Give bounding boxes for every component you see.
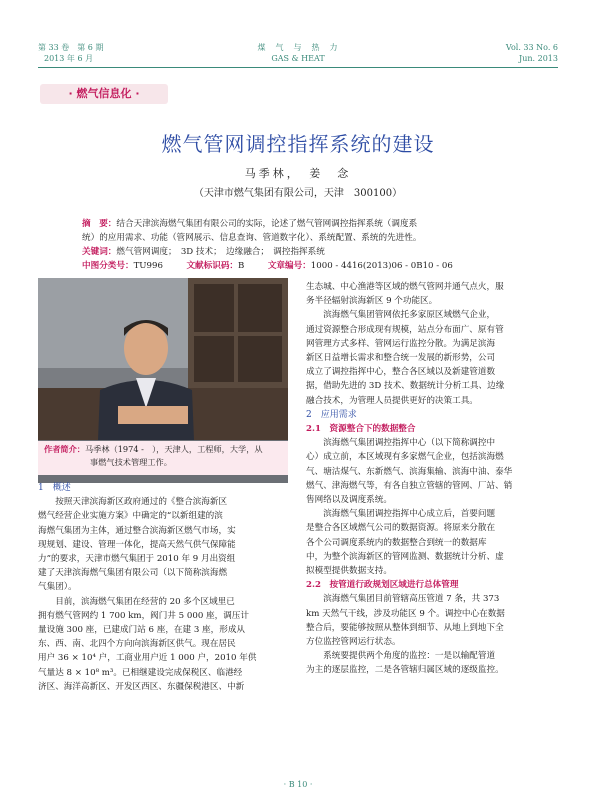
header-rule: [38, 67, 558, 68]
doc-code-value: B: [238, 261, 245, 271]
right-text-line: 中，为整个滨海新区的管网监测、数据统计分析、虚: [306, 551, 504, 562]
keywords-block: [82, 245, 552, 259]
caption-label: 作者简介：: [44, 444, 85, 454]
journal-volume-en: [506, 42, 558, 64]
heading-requirements: 2 应用需求: [306, 409, 357, 420]
left-text-line: 量设施 300 座，已建成门站 6 座，在建 3 座，形成从: [38, 625, 246, 636]
left-text-line: 济区、海洋高新区、开发区西区、东疆保税港区、中新: [38, 681, 245, 692]
right-text-line: 据，借助先进的 3D 技术、数据统计分析工具、边缘: [306, 381, 505, 392]
left-text-line: 目前，滨海燃气集团在经营的 20 多个区域里已: [55, 596, 235, 607]
right-text-line: 网管理方式多样、管网运行监控分散。为满足滨海: [306, 338, 496, 349]
right-text-line: 为主的逐层监控，二是各管辖归属区域的逐级监控。: [306, 665, 504, 676]
left-text-line: 力”的要求，天津市燃气集团于 2010 年 9 月出资组: [38, 554, 236, 565]
right-text-line: 滨海燃气集团调控指挥中心（以下简称调控中: [323, 438, 496, 449]
right-text-line: 成立了调控指挥中心，整合各区域以及新建管道数: [306, 367, 496, 378]
left-text-line: 气集团）。: [38, 582, 77, 593]
clc-value: TU996: [133, 261, 163, 271]
right-text-line: km 天然气干线，涉及功能区 9 个。调控中心在数据: [306, 608, 505, 619]
journal-name-cn: 煤 气 与 热 力: [257, 43, 339, 52]
right-text-line: 心）成立前，本区域现有多家燃气企业，包括滨海燃: [306, 452, 504, 463]
left-text-line: 燃气经营企业实施方案》中确定的“以新组建的滨: [38, 511, 223, 522]
right-text-line: 滨海燃气集团调控指挥中心成立后，首要问题: [323, 509, 496, 520]
left-text-line: 拥有燃气管网约 1 700 km，阀门井 5 000 座，调压计: [38, 610, 249, 621]
right-text-line: 整合后，要能够按照从整体到细节、从地上到地下全: [306, 622, 504, 633]
authors: 马季林， 姜 念: [244, 167, 352, 180]
page-number: · B 10 ·: [283, 780, 313, 789]
right-text-line: 滨海燃气集团管网依托多家原区域燃气企业，: [323, 310, 496, 321]
right-text-line: 生态城、中心渔港等区域的燃气管网并通气点火，服: [306, 282, 504, 292]
keywords-text: 燃气管网调度； 3D 技术； 边缘融合； 调控指挥系统: [116, 247, 325, 257]
clc-label: 中图分类号：: [82, 261, 134, 271]
abstract-label: 摘 要：: [82, 219, 117, 229]
volume-issue-text: 第 33 卷 第 6 期: [38, 43, 104, 52]
heading-regional-management: 2.2 按管道行政规划区域进行总体管理: [306, 580, 459, 591]
abstract-text1: 结合天津滨海燃气集团有限公司的实际，论述了燃气管网调控指挥系统（调度系: [116, 219, 418, 229]
affiliation: （天津市燃气集团有限公司，天津 300100）: [193, 188, 403, 199]
keywords-label: 关键词：: [82, 247, 117, 257]
issue-date-text: 2013 年 6 月: [44, 54, 94, 63]
left-text-line: 用户 36 × 10⁴ 户，工商业用户近 1 000 户，2010 年供: [38, 653, 257, 664]
article-id-value: 1000 - 4416(2013)06 - 0B10 - 06: [310, 261, 453, 271]
author-bio-caption: [38, 441, 288, 475]
abstract-text2: 统）的应用需求、功能（管网展示、信息查询、管道数字化）、系统配置、系统的先进性。: [82, 233, 422, 243]
caption-text1: 马季林（1974 - ），天津人，工程师，大学，从: [84, 444, 263, 454]
right-text-line: 融合技术，为管理人员提供更好的决策工具。: [306, 395, 478, 406]
right-text-line: 务半径辐射滨海新区 9 个功能区。: [306, 296, 438, 307]
right-text-line: 售网络以及调度系统。: [306, 495, 392, 506]
right-text-line: 燃气、津海燃气等，有各自独立管辖的管网、厂站、销: [306, 480, 513, 491]
right-text-line: 新区日益增长需求和整合统一发展的新形势，公司: [306, 353, 496, 364]
right-text-line: 气、塘沽煤气、东新燃气、滨海集输、滨海中油、泰华: [306, 466, 513, 477]
date-en-text: Jun. 2013: [519, 54, 558, 63]
right-text-line: 滨海燃气集团目前管辖高压管道 7 条，共 373: [323, 594, 500, 605]
abstract-line1: [82, 217, 542, 231]
left-text-line: 现规划、建设、管理一体化，提高天然气供气保障能: [38, 539, 236, 550]
abstract-cont: [82, 231, 552, 245]
left-text-line: 海燃气集团为主体，通过整合滨海新区燃气市场，实: [38, 525, 236, 536]
classification-block: [82, 259, 552, 273]
right-text-line: 是整合各区域燃气公司的数据资源。将原来分散在: [306, 523, 496, 534]
journal-name-en: GAS & HEAT: [271, 54, 325, 63]
right-text-line: 系统要提供两个角度的监控：一是以输配管道: [323, 651, 496, 662]
right-text-line: 拟模型提供数据支持。: [306, 566, 392, 577]
left-text-line: 东、西、南、北四个方向向滨海新区供气。现在居民: [38, 639, 236, 650]
volume-en-text: Vol. 33 No. 6: [505, 43, 558, 52]
heading-overview: 1 概述: [38, 483, 71, 493]
caption-line2: 事燃气技术管理工作。: [90, 457, 172, 467]
heading-data-integration: 2.1 资源整合下的数据整合: [306, 424, 416, 435]
right-column: [306, 280, 558, 678]
right-text-line: 各个公司调度系统内的数据整合到统一的数据库: [306, 537, 487, 548]
article-id-label: 文章编号：: [267, 261, 311, 271]
section-tag: · 燃气信息化 ·: [40, 84, 168, 104]
left-text-line: 气量达 8 × 10⁸ m³。已相继建设完成保税区、临港经: [38, 667, 243, 678]
doc-code-label: 文献标识码：: [186, 261, 239, 271]
left-text-line: 建了天津滨海燃气集团有限公司（以下简称滨海燃: [38, 568, 228, 579]
abstract-block: [82, 217, 542, 231]
right-text-line: 通过资源整合形成现有规模，站点分布面广、原有管: [306, 324, 504, 335]
left-text-line: 按照天津滨海新区政府通过的《整合滨海新区: [55, 497, 228, 508]
caption-line1: [44, 443, 282, 456]
author-photo-illustration: [38, 278, 288, 440]
paper-title: 燃气管网调控指挥系统的建设: [161, 132, 435, 156]
right-text-line: 方位监控管网运行状态。: [306, 637, 401, 648]
left-column: [38, 481, 290, 694]
